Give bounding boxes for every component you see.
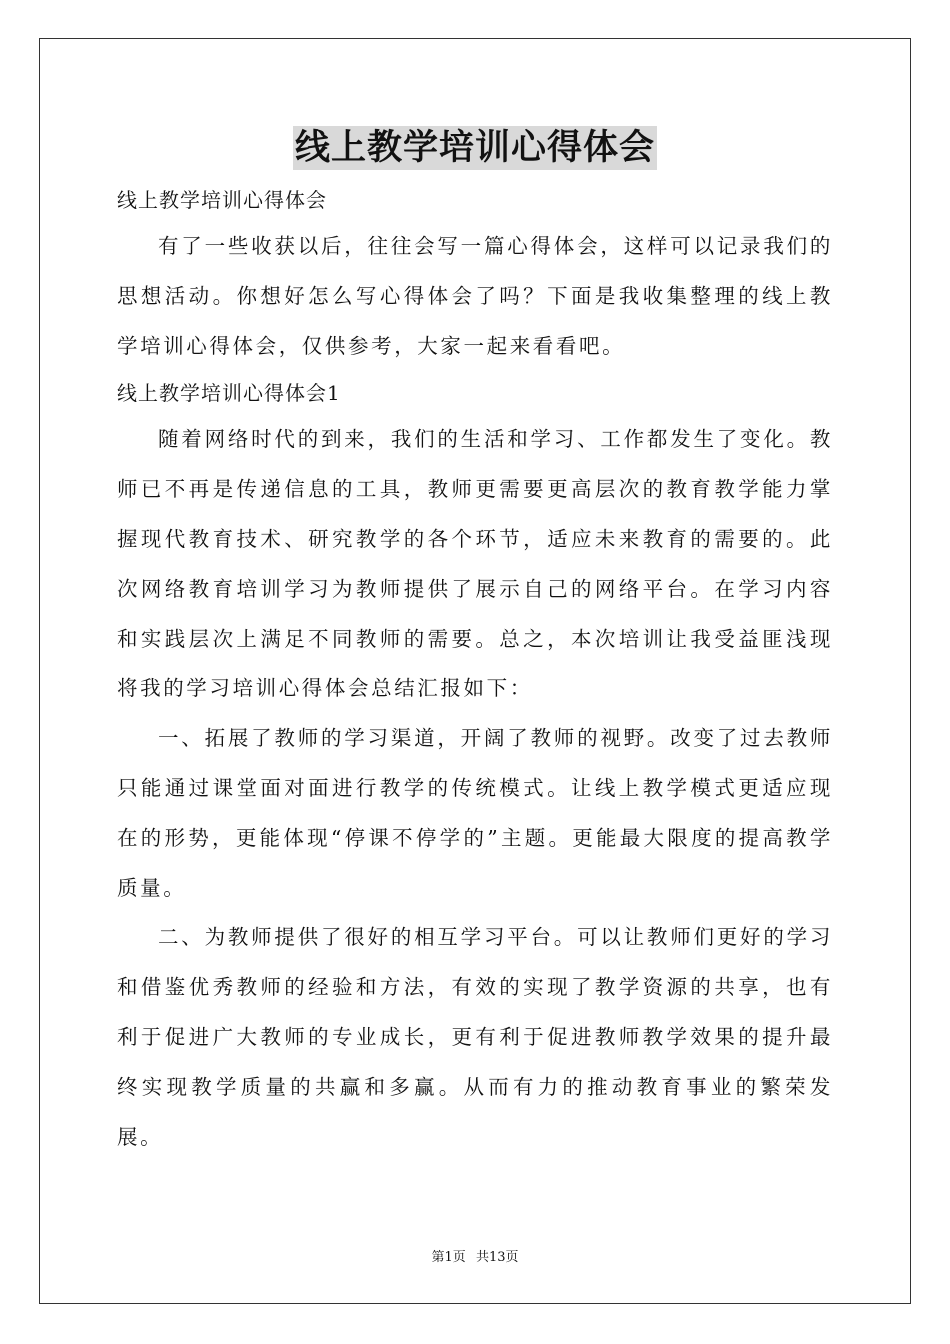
intro-paragraph: 有了一些收获以后，往往会写一篇心得体会，这样可以记录我们的思想活动。你想好怎么写心得体会了吗？下面是我收集整理的线上教学培训心得体会，仅供参考，大家一起来看看吧。: [117, 234, 833, 358]
page-total: 共13页: [475, 1250, 519, 1265]
body-paragraph: 二、为教师提供了很好的相互学习平台。可以让教师们更好的学习和借鉴优秀教师的经验和方法，有效的实现了教学资源的共享，也有利于促进广大教师的专业成长，更有利于促进教师教学效果的提升最终实现教学质量的共赢和多赢。从而有力的推动教育事业的繁荣发展。: [117, 925, 833, 1149]
document-body: [117, 178, 833, 1162]
document-subtitle: 线上教学培训心得体会: [117, 188, 327, 212]
page-number: 第1页: [431, 1250, 466, 1265]
section-heading: 线上教学培训心得体会1: [117, 381, 341, 406]
body-paragraph: 随着网络时代的到来，我们的生活和学习、工作都发生了变化。教师已不再是传递信息的工具，教师更需要更高层次的教育教学能力掌握现代教育技术、研究教学的各个环节，适应未来教育的需要的。此次网络教育培训学习为教师提供了展示自己的网络平台。在学习内容和实践层次上满足不同教师的需要。总之，本次培训让我受益匪浅现将我的学习培训心得体会总结汇报如下：: [117, 427, 833, 701]
title-area: [0, 126, 950, 170]
body-paragraph: 一、拓展了教师的学习渠道，开阔了教师的视野。改变了过去教师只能通过课堂面对面进行教学的传统模式。让线上教学模式更适应现在的形势，更能体现“停课不停学的”主题。更能最大限度的提高教学质量。: [117, 726, 833, 900]
page-footer: [0, 1246, 950, 1265]
document-title: 线上教学培训心得体会: [294, 127, 655, 168]
